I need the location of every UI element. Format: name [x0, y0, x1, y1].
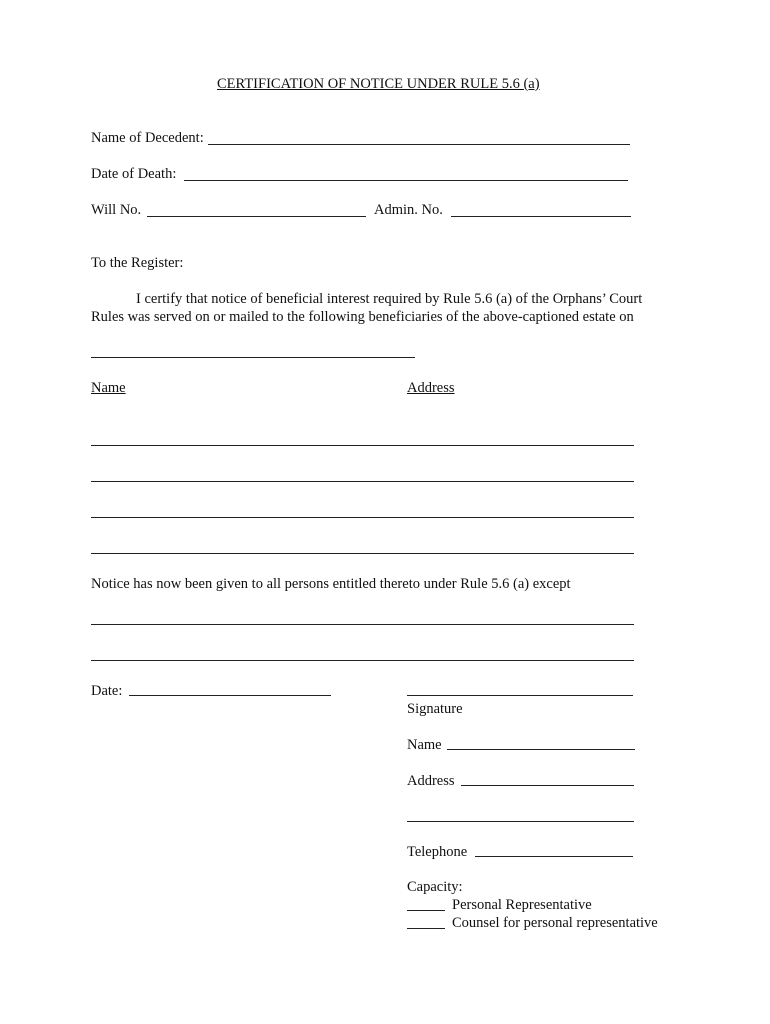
telephone-label: Telephone	[407, 844, 468, 860]
address-column-header: Address	[407, 380, 455, 396]
signer-address-label: Address	[407, 773, 455, 789]
signer-name-label: Name	[407, 737, 442, 753]
capacity-option-counsel: Counsel for personal representative	[452, 915, 658, 931]
date-field[interactable]	[129, 695, 331, 696]
page-title: CERTIFICATION OF NOTICE UNDER RULE 5.6 (a)	[217, 76, 540, 92]
exception-line-2[interactable]	[91, 660, 634, 661]
admin-number-field[interactable]	[451, 216, 631, 217]
greeting: To the Register:	[91, 255, 184, 271]
beneficiary-line-4[interactable]	[91, 553, 634, 554]
capacity-checkbox-personal-representative[interactable]	[407, 910, 445, 911]
certify-line-1: I certify that notice of beneficial interest required by Rule 5.6 (a) of the Orphans’ Court	[136, 291, 643, 307]
signer-address-field[interactable]	[461, 785, 634, 786]
service-date-field[interactable]	[91, 357, 415, 358]
beneficiary-line-3[interactable]	[91, 517, 634, 518]
signer-address-field-2[interactable]	[407, 821, 634, 822]
decedent-label: Name of Decedent:	[91, 130, 204, 146]
certify-line-2: Rules was served on or mailed to the following beneficiaries of the above-captioned estate on	[91, 309, 634, 325]
capacity-label: Capacity:	[407, 879, 463, 895]
capacity-option-personal-representative: Personal Representative	[452, 897, 592, 913]
decedent-field[interactable]	[208, 144, 630, 145]
will-number-label: Will No.	[91, 202, 142, 218]
beneficiary-line-2[interactable]	[91, 481, 634, 482]
signer-name-field[interactable]	[447, 749, 635, 750]
signature-field[interactable]	[407, 695, 633, 696]
death-date-label: Date of Death:	[91, 166, 177, 182]
death-date-field[interactable]	[184, 180, 628, 181]
name-column-header: Name	[91, 380, 126, 396]
exception-line-1[interactable]	[91, 624, 634, 625]
date-label: Date:	[91, 683, 123, 699]
notice-statement: Notice has now been given to all persons entitled thereto under Rule 5.6 (a) except	[91, 576, 571, 592]
telephone-field[interactable]	[475, 856, 633, 857]
capacity-checkbox-counsel[interactable]	[407, 928, 445, 929]
admin-number-label: Admin. No.	[374, 202, 443, 218]
signature-label: Signature	[407, 701, 463, 717]
will-number-field[interactable]	[147, 216, 366, 217]
beneficiary-line-1[interactable]	[91, 445, 634, 446]
